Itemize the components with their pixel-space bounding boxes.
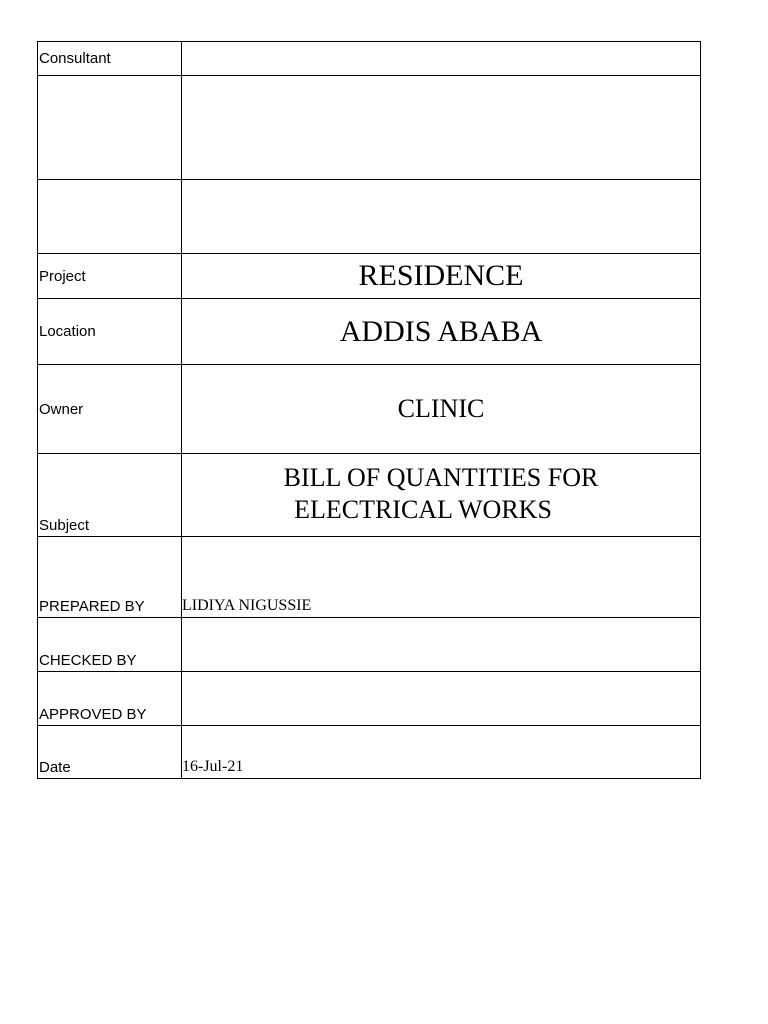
blank-label-2 [38,180,182,254]
project-value: RESIDENCE [182,254,701,299]
consultant-value [182,42,701,76]
subject-label: Subject [38,454,182,537]
prepared-by-label: PREPARED BY [38,537,182,618]
subject-row [38,454,701,537]
owner-label: Owner [38,365,182,454]
checked-by-value [182,618,701,672]
subject-value [182,454,701,537]
subject-line-1: BILL OF QUANTITIES FOR [283,463,599,492]
owner-value: CLINIC [182,365,701,454]
date-row [38,726,701,779]
blank-row-1 [38,76,701,180]
blank-label-1 [38,76,182,180]
checked-by-label: CHECKED BY [38,618,182,672]
location-row [38,299,701,365]
prepared-by-row [38,537,701,618]
prepared-by-value: LIDIYA NIGUSSIE [182,537,701,618]
location-value: ADDIS ABABA [182,299,701,365]
project-row [38,254,701,299]
blank-value-1 [182,76,701,180]
blank-row-2 [38,180,701,254]
checked-by-row [38,618,701,672]
date-value: 16-Jul-21 [182,726,701,779]
owner-row [38,365,701,454]
project-label: Project [38,254,182,299]
subject-line-2: ELECTRICAL WORKS [294,495,552,524]
location-label: Location [38,299,182,365]
consultant-label: Consultant [38,42,182,76]
blank-value-2 [182,180,701,254]
date-label: Date [38,726,182,779]
consultant-row [38,42,701,76]
approved-by-value [182,672,701,726]
approved-by-label: APPROVED BY [38,672,182,726]
cover-sheet-table [37,41,701,779]
approved-by-row [38,672,701,726]
